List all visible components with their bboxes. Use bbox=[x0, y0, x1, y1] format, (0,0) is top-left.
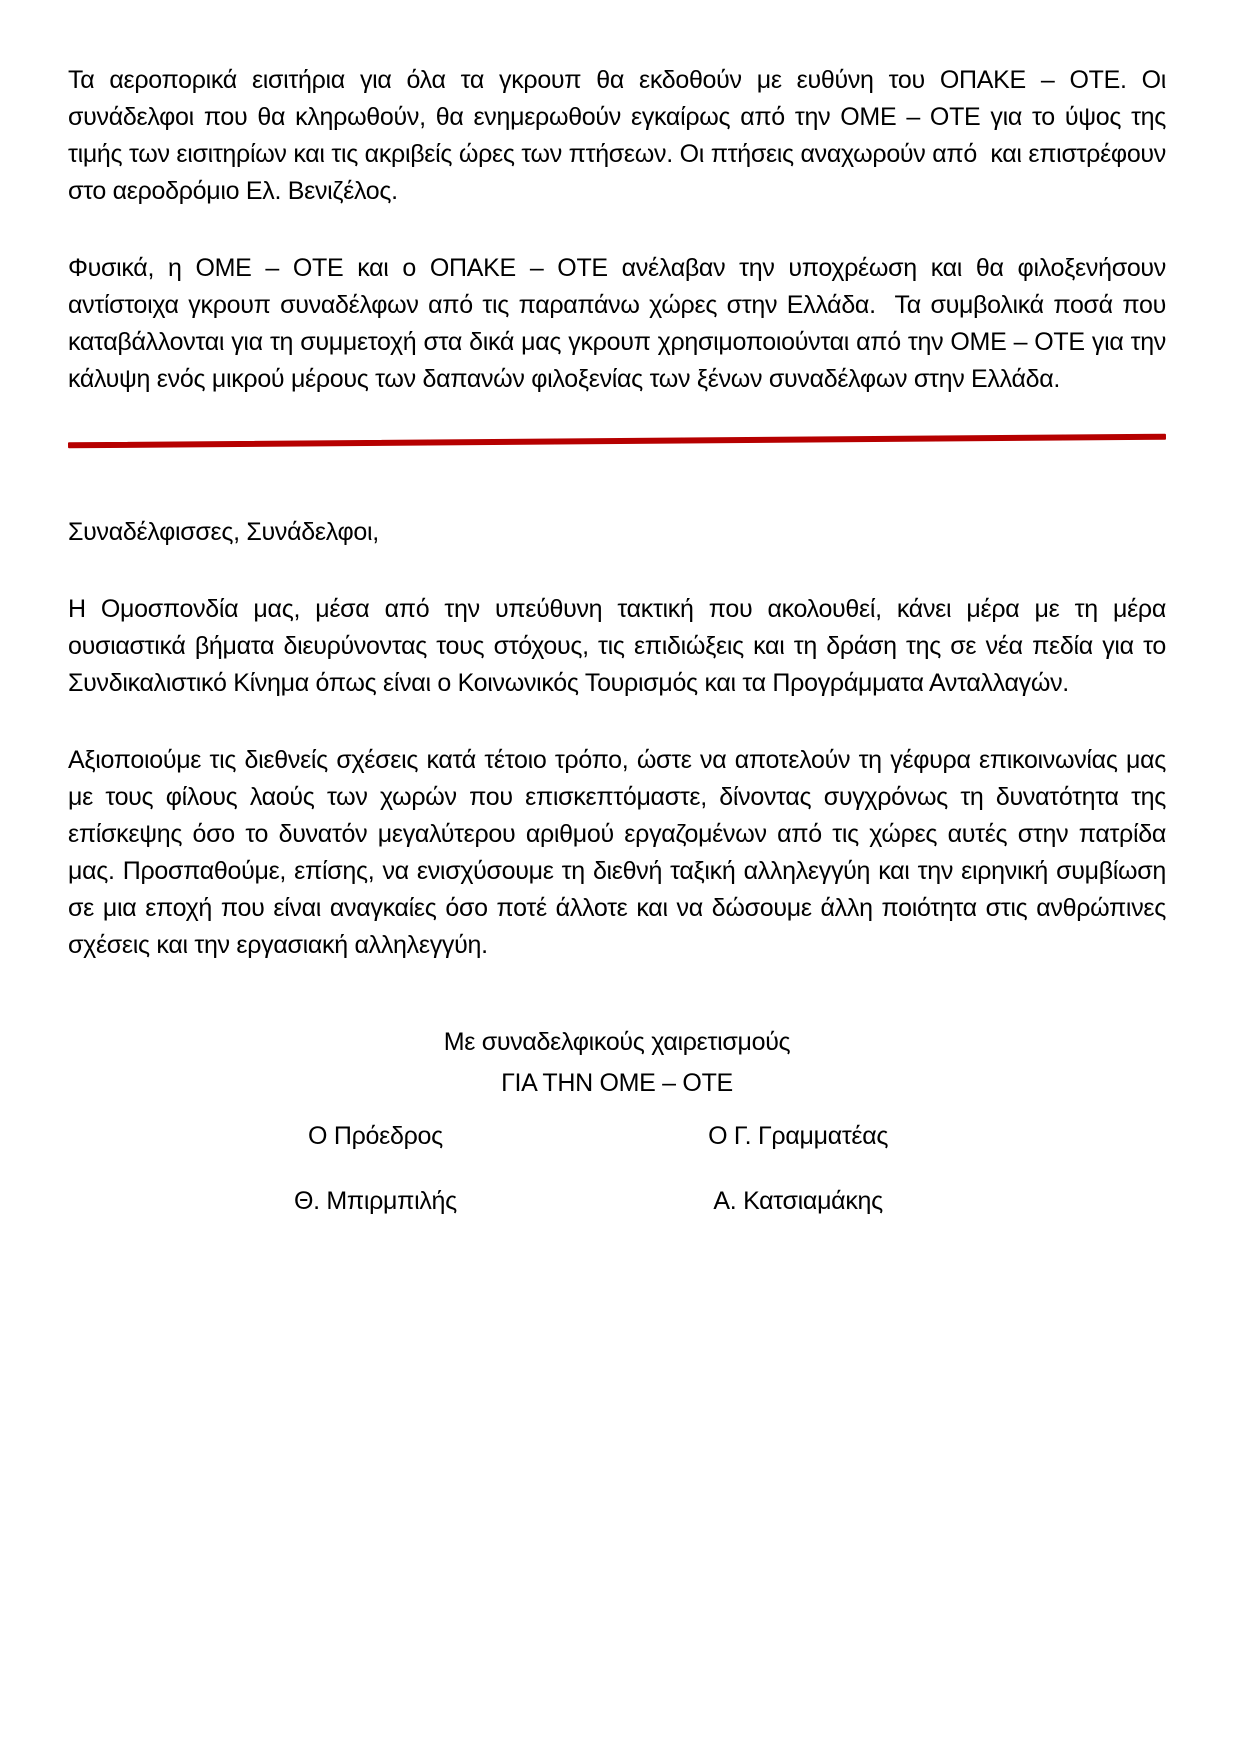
red-divider-line bbox=[68, 434, 1166, 449]
signature-names-row bbox=[68, 1183, 1166, 1220]
paragraph-flight-tickets: Τα αεροπορικά εισιτήρια για όλα τα γκρουπ θα εκδοθούν με ευθύνη του ΟΠΑΚΕ – ΟΤΕ. Οι συνάδελφοι που θα κληρωθούν, θα ενημερωθούν εγκαίρως από την ΟΜΕ – ΟΤΕ για το ύψος της τιμής των εισιτηρίων και τις ακριβείς ώρες των πτήσεων. Οι πτήσεις αναχωρούν από και επιστρέφουν στο αεροδρόμιο Ελ. Βενιζέλος. bbox=[68, 66, 1166, 205]
paragraph-hosting-obligation: Φυσικά, η ΟΜΕ – ΟΤΕ και ο ΟΠΑΚΕ – ΟΤΕ ανέλαβαν την υποχρέωση και θα φιλοξενήσουν αντίστοιχα γκρουπ συναδέλφων από τις παραπάνω χώρες στην Ελλάδα. Τα συμβολικά ποσά που καταβάλλονται για τη συμμετοχή στα δικά μας γκρουπ χρησιμοποιούνται από την ΟΜΕ – ΟΤΕ για την κάλυψη ενός μικρού μέρους των δαπανών φιλοξενίας των ξένων συναδέλφων στην Ελλάδα. bbox=[68, 254, 1166, 393]
secretary-title: Ο Γ. Γραμματέας bbox=[708, 1122, 889, 1150]
secretary-name: Α. Κατσιαμάκης bbox=[713, 1187, 883, 1215]
closing-block bbox=[68, 1024, 1166, 1220]
paragraph-federation-goals: Η Ομοσπονδία μας, μέσα από την υπεύθυνη τακτική που ακολουθεί, κάνει μέρα με τη μέρα ουσιαστικά βήματα διευρύνοντας τους στόχους, τις επιδιώξεις και τη δράση της σε νέα πεδία για το Συνδικαλιστικό Κίνημα όπως είναι ο Κοινωνικός Τουρισμός και τα Προγράμματα Ανταλλαγών. bbox=[68, 595, 1166, 697]
president-title: Ο Πρόεδρος bbox=[308, 1122, 443, 1150]
salutation: Συναδέλφισσες, Συνάδελφοι, bbox=[68, 518, 379, 546]
closing-organization: ΓΙΑ ΤΗΝ ΟΜΕ – ΟΤΕ bbox=[501, 1069, 733, 1097]
paragraph-international-relations: Αξιοποιούμε τις διεθνείς σχέσεις κατά τέτοιο τρόπο, ώστε να αποτελούν τη γέφυρα επικοινωνίας μας με τους φίλους λαούς των χωρών που επισκεπτόμαστε, δίνοντας συγχρόνως τη δυνατότητα της επίσκεψης όσο το δυνατόν μεγαλύτερου αριθμού εργαζομένων από τις χώρες αυτές στην πατρίδα μας. Προσπαθούμε, επίσης, να ενισχύσουμε τη διεθνή ταξική αλληλεγγύη και την ειρηνική συμβίωση σε μια εποχή που είναι αναγκαίες όσο ποτέ άλλοτε και να δώσουμε άλλη ποιότητα στις ανθρώπινες σχέσεις και την εργασιακή αλληλεγγύη. bbox=[68, 746, 1166, 959]
president-name: Θ. Μπιρμπιλής bbox=[293, 1187, 457, 1215]
closing-greeting: Με συναδελφικούς χαιρετισμούς bbox=[443, 1028, 791, 1056]
divider-container bbox=[68, 438, 1166, 448]
signature-titles-row bbox=[68, 1118, 1166, 1155]
